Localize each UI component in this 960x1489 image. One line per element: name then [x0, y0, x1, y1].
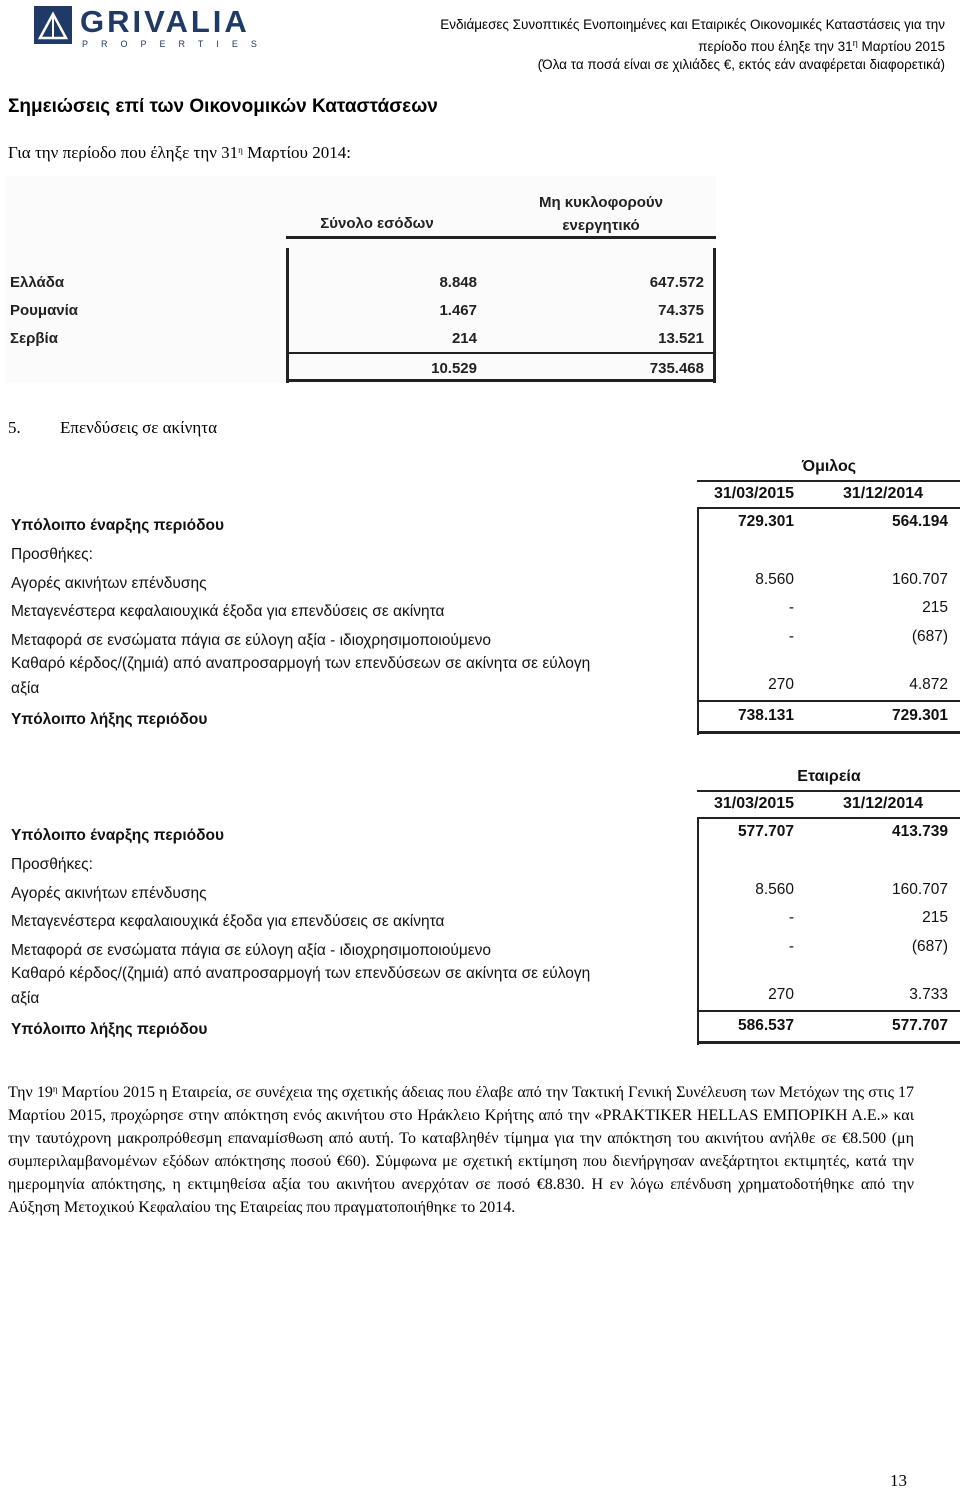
period-line: Για την περίοδο που έληξε την $31^\eta$ Μαρτίου 2014:	[8, 143, 351, 162]
company-entity-rule	[697, 790, 960, 792]
logo-brand-name: GRIVALIA	[80, 4, 250, 39]
company-entity-header: Εταιρεία	[797, 768, 861, 785]
segment-header-rule	[286, 236, 716, 239]
note-heading: 5. Επενδύσεις σε ακίνητα	[8, 418, 217, 437]
company-total-rule	[697, 1010, 960, 1012]
company-investment-property-table: Εταιρεία 31/03/2015 31/12/2014 Υπόλοιπο έναρξης περιόδου 577.707 413.739 Προσθήκες: Αγορές ακινήτων επένδυσης 8.560 160.707 Μεταγενέστερα κεφαλαιουχικά έξοδα για επενδύσεις σε ακίνητα - 215 Μεταφορά σε ενσώματα πάγια σε εύλογη αξία - ιδιοχρησιμοποιούμενο - (687) Καθαρό κέρδος/(ζημιά) από αναπροσαρμογή των επενδύσεων σε ακίνητα σε εύλογη αξία 270 3.733 Υπόλοιπο λήξης περιόδου 586.537 577.707	[0, 765, 960, 1047]
logo-brand-sub: PROPERTIES	[82, 39, 270, 49]
group-entity-rule	[697, 480, 960, 482]
group-entity-header: Όμιλος	[801, 458, 857, 475]
group-date-rule	[697, 507, 960, 509]
table-row: Ελλάδα 8.848 647.572	[10, 274, 704, 291]
segment-total-row: 10.529 735.468	[431, 360, 704, 377]
document-header	[385, 16, 945, 74]
table-row: Σερβία 214 13.521	[10, 330, 704, 347]
segment-table	[5, 176, 716, 383]
group-col-2014: 31/12/2014	[842, 485, 924, 502]
segment-col-noncurrent-assets: Μη κυκλοφορούν ενεργητικό	[538, 194, 663, 234]
company-col-2015: 31/03/2015	[713, 795, 795, 812]
header-title-line2: περίοδο που έληξε την $31^\eta$ Μαρτίου 2015	[698, 38, 945, 54]
table-row: Ρουμανία 1.467 74.375	[10, 302, 704, 319]
header-title-line1: Ενδιάμεσες Συνοπτικές Ενοποιημένες και Εταιρικές Οικονομικές Καταστάσεις για την	[440, 17, 945, 32]
company-col-2014: 31/12/2014	[842, 795, 924, 812]
section-title: Σημειώσεις επί των Οικονομικών Καταστάσεων	[8, 96, 438, 117]
grivalia-logo-mark-icon	[34, 6, 72, 44]
company-logo	[34, 4, 270, 52]
header-title-line3: (Όλα τα ποσά είναι σε χιλιάδες €, εκτός εάν αναφέρεται διαφορετικά)	[537, 57, 945, 72]
group-bottom-rule	[697, 731, 960, 734]
body-paragraph: Την $19^\eta$ Μαρτίου 2015 η Εταιρεία, σε συνέχεια της σχετικής άδειας που έλαβε από την Τακτική Γενική Συνέλευση των Μετόχων της στις 17 Μαρτίου 2015, προχώρησε στην απόκτηση ενός ακινήτου στο Ηράκλειο Κρήτης από την «PRAKTIKER HELLAS ΕΜΠΟΡΙΚΗ Α.Ε.» και την ταυτόχρονη μακροπρόθεσμη επαναμίσθωση από αυτή. Το καταβληθέν τίμημα για την απόκτηση του ακινήτου ανήλθε σε €8.500 (μη συμπεριλαμβανομένων εξόδων απόκτησης ποσού €60). Σύμφωνα με σχετική εκτίμηση που διενήργησαν ανεξάρτητοι εκτιμητές, κατά την ημερομηνία απόκτησης, η εκτιμηθείσα αξία του ακινήτου ανερχόταν σε ποσό €8.830. Η εν λόγω επένδυση χρηματοδοτήθηκε από την Αύξηση Μετοχικού Κεφαλαίου της Εταιρείας που πραγματοποιήθηκε το 2014.	[8, 1084, 915, 1216]
segment-col-total-revenue: Σύνολο εσόδων	[320, 215, 434, 232]
page-number: 13	[890, 1471, 907, 1489]
segment-total-rule	[286, 352, 716, 354]
company-date-rule	[697, 817, 960, 819]
company-bottom-rule	[697, 1041, 960, 1044]
group-col-2015: 31/03/2015	[713, 485, 795, 502]
group-investment-property-table: Όμιλος 31/03/2015 31/12/2014 Υπόλοιπο έναρξης περιόδου 729.301 564.194 Προσθήκες: Αγορές ακινήτων επένδυσης 8.560 160.707 Μεταγενέστερα κεφαλαιουχικά έξοδα για επενδύσεις σε ακίνητα - 215 Μεταφορά σε ενσώματα πάγια σε εύλογη αξία - ιδιοχρησιμοποιούμενο - (687) Καθαρό κέρδος/(ζημιά) από αναπροσαρμογή των επενδύσεων σε ακίνητα σε εύλογη αξία 270 4.872 Υπόλοιπο λήξης περιόδου 738.131 729.301	[0, 455, 960, 735]
segment-bottom-rule	[286, 379, 716, 382]
group-total-rule	[697, 700, 960, 702]
